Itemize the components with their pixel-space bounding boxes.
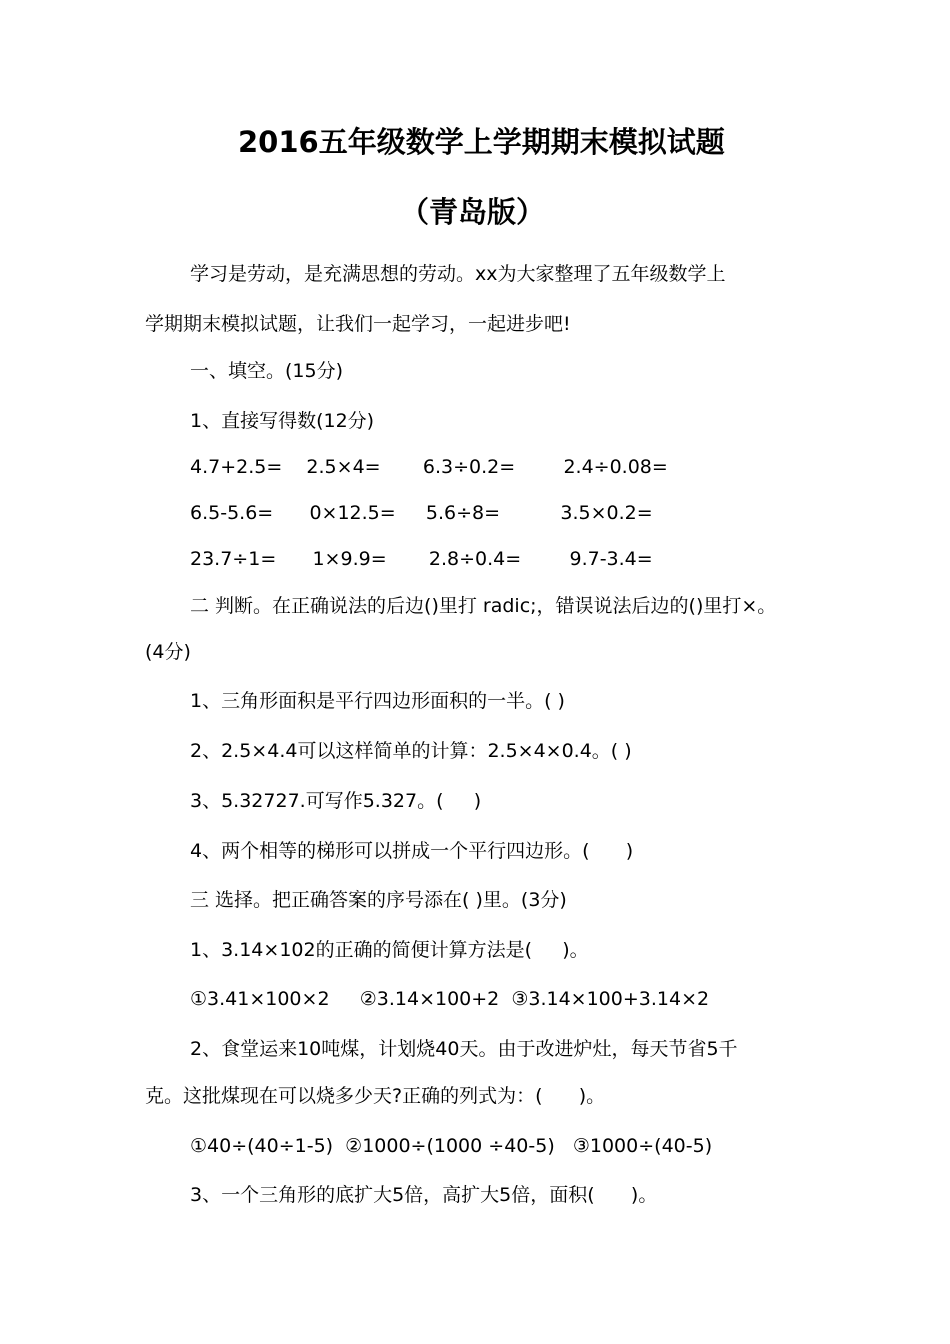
answer-options: ①3.41×100×2 ②3.14×100+2 ③3.14×100+3.14×2 bbox=[190, 988, 710, 1010]
section-heading-fill: 一、填空。(15分) bbox=[190, 360, 344, 382]
section-heading-judge: 二 判断。在正确说法的后边()里打 radic;，错误说法后边的()里打×。 bbox=[190, 595, 777, 617]
intro-line-2: 学期期末模拟试题，让我们一起学习，一起进步吧! bbox=[145, 313, 571, 335]
question-line: 1、3.14×102的正确的简便计算方法是( )。 bbox=[190, 939, 589, 961]
section-heading-judge-cont: (4分) bbox=[145, 641, 191, 663]
question-line: 3、5.32727.可写作5.327。( ) bbox=[190, 790, 482, 812]
calc-row-1: 4.7+2.5= 2.5×4= 6.3÷0.2= 2.4÷0.08= bbox=[190, 456, 668, 478]
question-line: 2、2.5×4.4可以这样简单的计算：2.5×4×0.4。( ) bbox=[190, 740, 632, 762]
calc-row-3: 23.7÷1= 1×9.9= 2.8÷0.4= 9.7-3.4= bbox=[190, 548, 653, 570]
question-line: 2、食堂运来10吨煤，计划烧40天。由于改进炉灶，每天节省5千 bbox=[190, 1038, 738, 1060]
answer-options: ①40÷(40÷1-5) ②1000÷(1000 ÷40-5) ③1000÷(40-5) bbox=[190, 1135, 713, 1157]
calc-row-2: 6.5-5.6= 0×12.5= 5.6÷8= 3.5×0.2= bbox=[190, 502, 653, 524]
question-line-cont: 克。这批煤现在可以烧多少天?正确的列式为：( )。 bbox=[145, 1085, 606, 1107]
question-line: 1、三角形面积是平行四边形面积的一半。( ) bbox=[190, 690, 565, 712]
section-heading-choice: 三 选择。把正确答案的序号添在( )里。(3分) bbox=[190, 889, 567, 911]
document-title: 2016五年级数学上学期期末模拟试题 bbox=[238, 125, 725, 159]
document-subtitle: （青岛版） bbox=[400, 195, 546, 229]
question-line: 1、直接写得数(12分) bbox=[190, 410, 375, 432]
intro-line-1: 学习是劳动，是充满思想的劳动。xx为大家整理了五年级数学上 bbox=[190, 263, 726, 285]
question-line: 3、一个三角形的底扩大5倍，高扩大5倍，面积( )。 bbox=[190, 1184, 658, 1206]
question-line: 4、两个相等的梯形可以拼成一个平行四边形。( ) bbox=[190, 840, 634, 862]
